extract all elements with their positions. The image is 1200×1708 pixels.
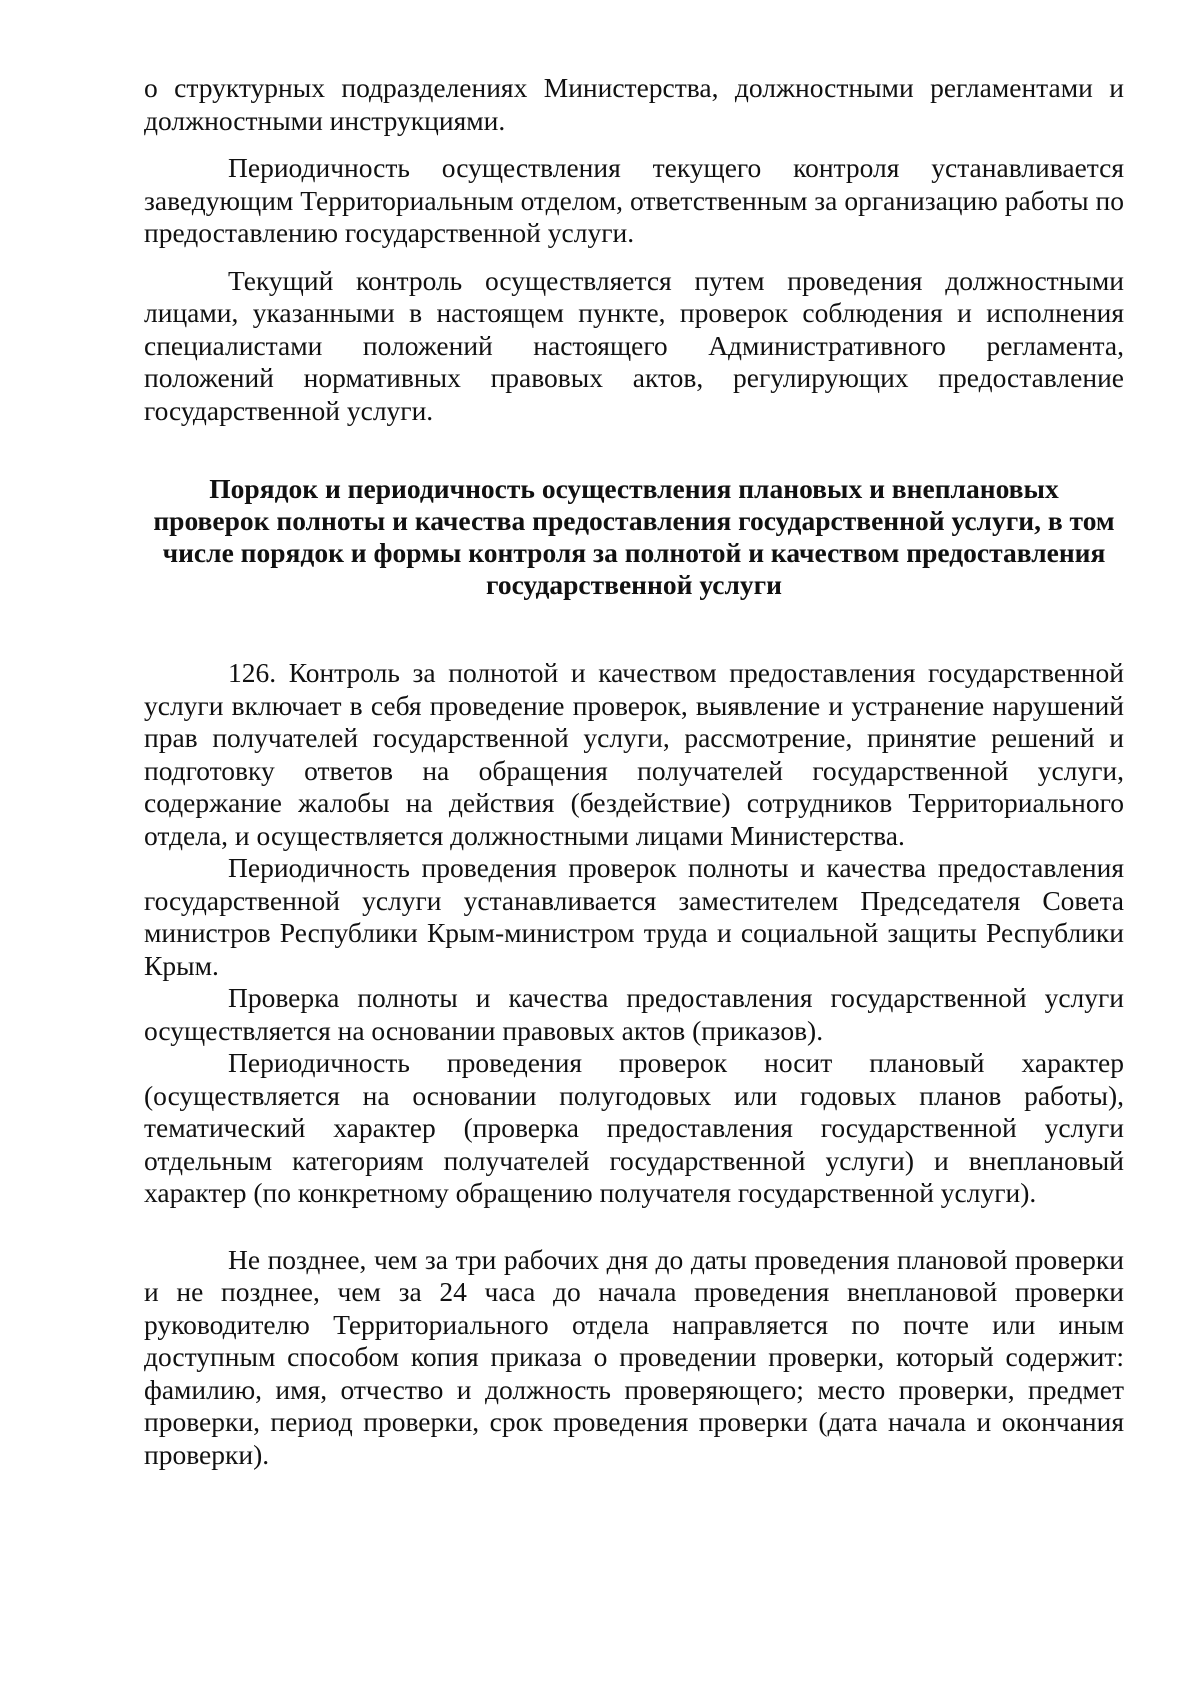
paragraph-check-character: Периодичность проведения проверок носит плановый характер (осуществляется на основании полугодовых или годовых планов работы), тематический характер (проверка предоставления государственной услуги отдельным категориям получателей государственной услуги) и внеплановый характер (по конкретному обращению получателя государственной услуги). xyxy=(144,1047,1124,1208)
paragraph-check-notification: Не позднее, чем за три рабочих дня до даты проведения плановой проверки и не позднее, чем за 24 часа до начала проведения внеплановой проверки руководителю Территориального отдела направляется по почте или иным доступным способом копия приказа о проведении проверки, который содержит: фамилию, имя, отчество и должность проверяющего; место проверки, предмет проверки, период проверки, срок проведения проверки (дата начала и окончания проверки). xyxy=(144,1243,1124,1470)
paragraph-continuation: о структурных подразделениях Министерства, должностными регламентами и должностными инструкциями. xyxy=(144,72,1124,136)
paragraph-126: 126. Контроль за полнотой и качеством предоставления государственной услуги включает в себя проведение проверок, выявление и устранение нарушений прав получателей государственной услуги, рассмотрение, принятие решений и подготовку ответов на обращения получателей государственной услуги, содержание жалобы на действия (бездействие) сотрудников Территориального отдела, и осуществляется должностными лицами Министерства. xyxy=(144,657,1124,851)
document-page xyxy=(144,72,1124,1471)
paragraph-current-control: Текущий контроль осуществляется путем проведения должностными лицами, указанными в настоящем пункте, проверок соблюдения и исполнения специалистами положений настоящего Административного регламента, положений нормативных правовых актов, регулирующих предоставление государственной услуги. xyxy=(144,264,1124,426)
section-heading: Порядок и периодичность осуществления плановых и внеплановых проверок полноты и качества предоставления государственной услуги, в том числе порядок и формы контроля за полнотой и качеством предоставления государственной услуги xyxy=(153,473,1115,600)
paragraph-check-frequency: Периодичность проведения проверок полноты и качества предоставления государственной услуги устанавливается заместителем Председателя Совета министров Республики Крым-министром труда и социальной защиты Республики Крым. xyxy=(144,852,1124,981)
paragraph-check-basis: Проверка полноты и качества предоставления государственной услуги осуществляется на основании правовых актов (приказов). xyxy=(144,982,1124,1046)
paragraph-control-frequency: Периодичность осуществления текущего контроля устанавливается заведующим Территориальным отделом, ответственным за организацию работы по предоставлению государственной услуги. xyxy=(144,152,1124,248)
